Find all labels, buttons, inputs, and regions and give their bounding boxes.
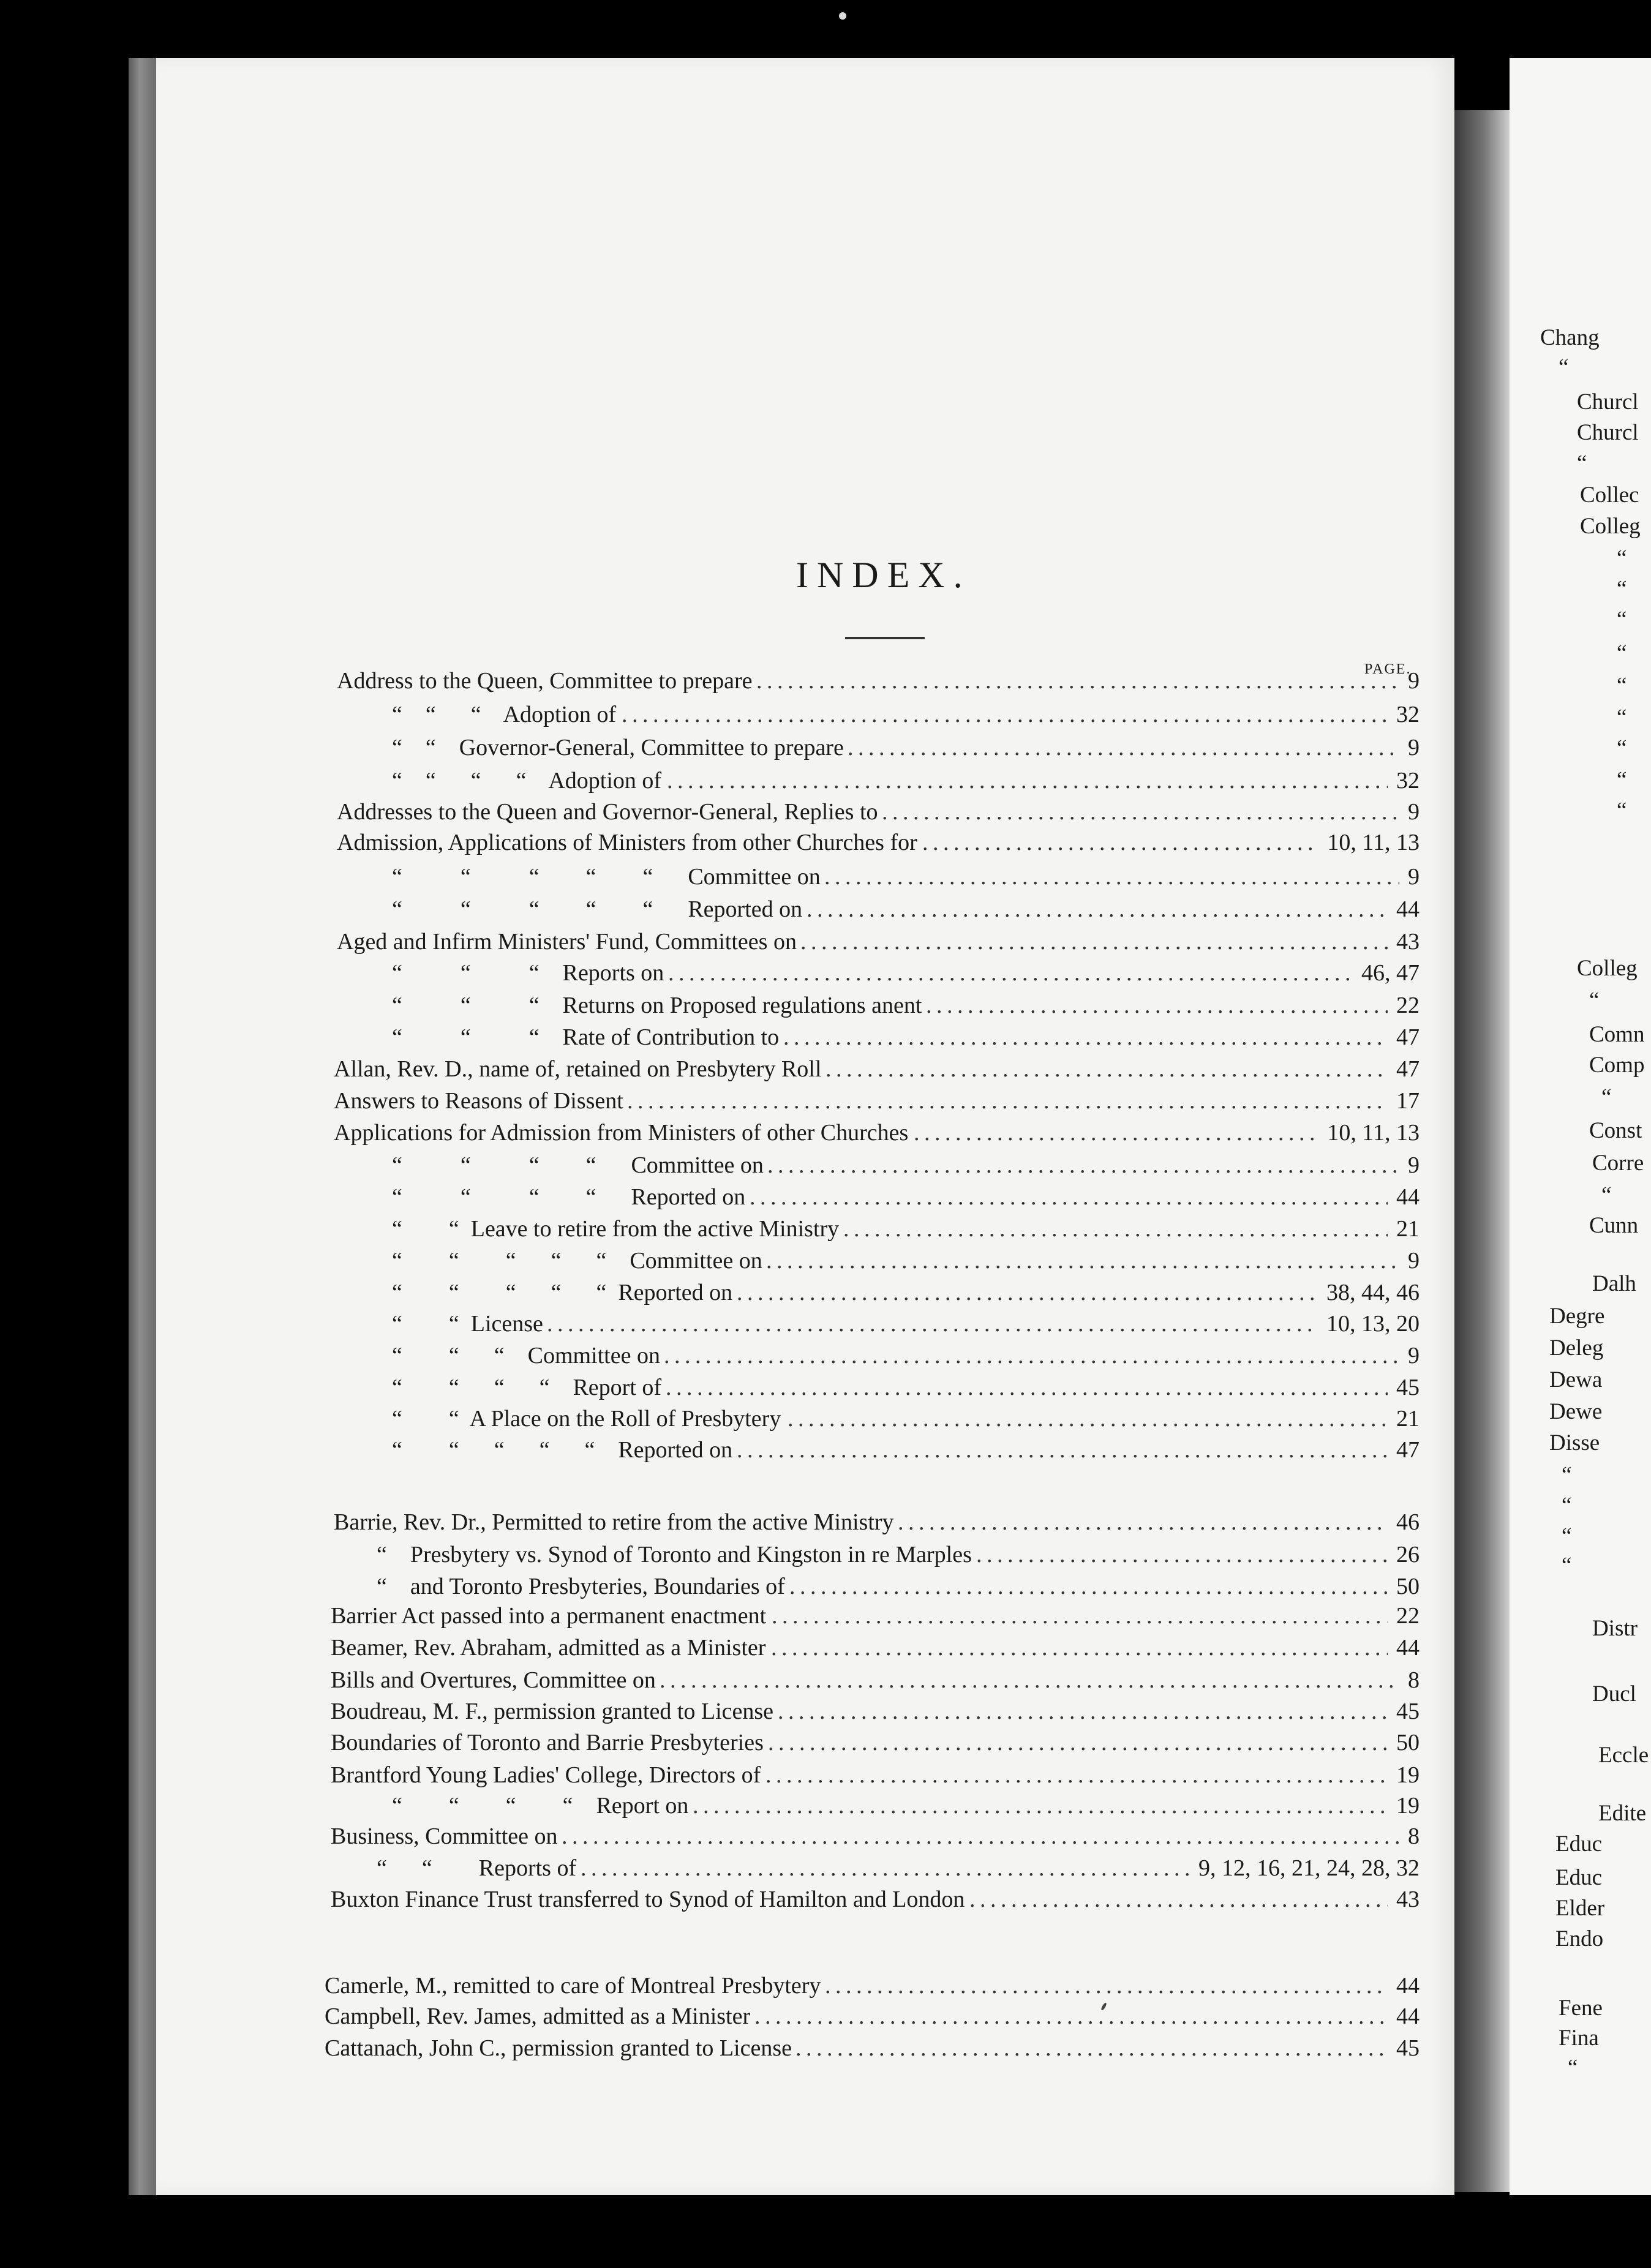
- index-entry: [331, 1633, 1420, 1662]
- dot-leader: [766, 1246, 1399, 1275]
- right-page-fragment: “: [1568, 2055, 1578, 2080]
- index-entry: [392, 1182, 1420, 1212]
- entry-page-number: 9: [1408, 864, 1420, 890]
- index-entry: [325, 2033, 1420, 2063]
- entry-heading: Barrier Act passed into a permanent enactment: [331, 1603, 767, 1629]
- dot-leader: [767, 1151, 1399, 1180]
- entry-heading: Aged and Infirm Ministers' Fund, Committees on: [337, 929, 797, 955]
- entry-heading: “ “ “ Committee on: [392, 1343, 660, 1369]
- entry-page-number: 45: [1396, 1375, 1420, 1400]
- dot-leader: [976, 1540, 1388, 1569]
- entry-heading: Applications for Admission from Ministers of other Churches: [334, 1120, 909, 1146]
- right-page-fragment: “: [1617, 607, 1627, 632]
- entry-page-number: 46: [1396, 1509, 1420, 1535]
- dot-leader: [754, 2002, 1388, 2031]
- index-entry: [392, 1278, 1420, 1307]
- right-page-fragment: “: [1562, 1493, 1572, 1518]
- dot-leader: [737, 1278, 1318, 1307]
- right-page-fragment: Dewe: [1549, 1399, 1603, 1424]
- index-entry: [334, 1508, 1420, 1537]
- right-page-fragment: “: [1617, 576, 1627, 601]
- right-page-fragment: Edite: [1598, 1801, 1647, 1826]
- entry-page-number: 10, 11, 13: [1327, 830, 1420, 855]
- index-entry: [392, 895, 1420, 924]
- entry-heading: Cattanach, John C., permission granted to License: [325, 2035, 792, 2061]
- page-title: INDEX.: [796, 555, 971, 595]
- entry-page-number: 43: [1396, 1887, 1420, 1912]
- entry-heading: “ “ “ “ Adoption of: [392, 768, 662, 794]
- entry-heading: “ “ “ Reports on: [392, 960, 664, 986]
- dot-leader: [667, 766, 1388, 795]
- entry-heading: “ “ Leave to retire from the active Ministry: [392, 1216, 840, 1242]
- entry-page-number: 9: [1408, 1343, 1420, 1369]
- book-spine: [129, 58, 156, 2195]
- right-page-fragment: “: [1617, 640, 1627, 666]
- entry-page-number: 10, 13, 20: [1326, 1311, 1420, 1337]
- entry-page-number: 9: [1408, 1152, 1420, 1178]
- right-page-fragment: “: [1617, 767, 1627, 792]
- entry-page-number: 44: [1396, 1635, 1420, 1661]
- right-page-fragment: “: [1617, 705, 1627, 730]
- title-rule: [845, 637, 925, 639]
- dot-leader: [800, 927, 1388, 956]
- index-entry: [331, 1822, 1420, 1851]
- entry-heading: “ “ “ “ Committee on: [392, 1152, 764, 1178]
- index-entry: [325, 2002, 1420, 2031]
- page-gutter: [1454, 110, 1510, 2192]
- index-entry: [331, 1885, 1420, 1914]
- entry-heading: Answers to Reasons of Dissent: [334, 1088, 623, 1114]
- entry-page-number: 45: [1396, 1699, 1420, 1724]
- entry-page-number: 38, 44, 46: [1326, 1280, 1420, 1305]
- index-entry: [392, 1214, 1420, 1244]
- entry-page-number: 8: [1408, 1823, 1420, 1849]
- dot-leader: [825, 1971, 1388, 2000]
- entry-heading: Boudreau, M. F., permission granted to License: [331, 1699, 774, 1724]
- index-entry: [392, 766, 1420, 795]
- entry-page-number: 19: [1396, 1762, 1420, 1788]
- index-entry: [377, 1540, 1420, 1569]
- entry-page-number: 47: [1396, 1024, 1420, 1050]
- dot-leader: [622, 700, 1388, 729]
- right-page-fragment: Elder: [1555, 1896, 1605, 1921]
- index-entry: [334, 1118, 1420, 1147]
- entry-heading: “ “ A Place on the Roll of Presbytery: [392, 1406, 781, 1432]
- entry-heading: Beamer, Rev. Abraham, admitted as a Minister: [331, 1635, 766, 1661]
- right-page-fragment: Dewa: [1549, 1367, 1603, 1392]
- right-page-fragment: “: [1577, 451, 1587, 476]
- right-page-fragment: “: [1601, 1182, 1612, 1207]
- index-entry: [331, 1760, 1420, 1790]
- index-entry: [325, 1971, 1420, 2000]
- right-page-fragment: Corre: [1592, 1151, 1644, 1176]
- index-entry: [392, 991, 1420, 1020]
- index-entry: [392, 862, 1420, 892]
- index-entry: [331, 1697, 1420, 1726]
- index-entry: [392, 1309, 1420, 1339]
- entry-heading: “ “ “ Adoption of: [392, 702, 617, 727]
- dot-leader: [848, 733, 1399, 762]
- index-entry: [377, 1572, 1420, 1601]
- dot-leader: [788, 1404, 1388, 1433]
- right-page-fragment: Distr: [1592, 1616, 1638, 1641]
- right-page-fragment: “: [1589, 988, 1600, 1013]
- dot-leader: [547, 1309, 1318, 1339]
- entry-page-number: 21: [1396, 1406, 1420, 1432]
- index-entry: [392, 1341, 1420, 1370]
- dot-leader: [969, 1885, 1388, 1914]
- right-page-fragment: Chang: [1540, 325, 1600, 350]
- dot-leader: [789, 1572, 1388, 1601]
- right-page-fragment: Comn: [1589, 1022, 1645, 1047]
- dot-leader: [693, 1791, 1388, 1820]
- right-page-fragment: Collec: [1580, 483, 1639, 508]
- right-page-fragment: Colleg: [1580, 514, 1641, 539]
- right-page-fragment: “: [1562, 1462, 1572, 1487]
- index-entry: [377, 1853, 1420, 1883]
- right-page-fragment: Const: [1589, 1118, 1642, 1143]
- entry-page-number: 50: [1396, 1730, 1420, 1755]
- entry-page-number: 8: [1408, 1667, 1420, 1693]
- dot-leader: [843, 1214, 1388, 1244]
- index-entry: [392, 1435, 1420, 1465]
- entry-heading: “ “ Reports of: [377, 1855, 577, 1881]
- entry-heading: “ “ “ “ Reported on: [392, 1184, 746, 1210]
- entry-heading: Barrie, Rev. Dr., Permitted to retire from the active Ministry: [334, 1509, 894, 1535]
- scan-speck: [839, 12, 846, 20]
- dot-leader: [783, 1023, 1388, 1052]
- index-entry: [337, 828, 1420, 857]
- entry-heading: Address to the Queen, Committee to prepare: [337, 668, 753, 694]
- entry-heading: Camerle, M., remitted to care of Montreal Presbytery: [325, 1973, 821, 1999]
- dot-leader: [664, 1341, 1399, 1370]
- dot-leader: [898, 1508, 1388, 1537]
- entry-page-number: 22: [1396, 1603, 1420, 1629]
- entry-page-number: 44: [1396, 896, 1420, 922]
- right-page-fragment: Cunn: [1589, 1213, 1639, 1238]
- entry-page-number: 17: [1396, 1088, 1420, 1114]
- index-entry: [392, 1151, 1420, 1180]
- entry-page-number: 44: [1396, 2003, 1420, 2029]
- right-page-fragment: Dalh: [1592, 1271, 1636, 1296]
- right-page-fragment: “: [1562, 1553, 1572, 1578]
- entry-page-number: 9: [1408, 668, 1420, 694]
- entry-heading: “ “ Governor-General, Committee to prepare: [392, 735, 844, 760]
- right-page-fragment: Degre: [1549, 1304, 1605, 1329]
- entry-heading: “ “ “ “ “ Reported on: [392, 1437, 733, 1463]
- entry-page-number: 26: [1396, 1542, 1420, 1568]
- right-page-fragment: Churcl: [1577, 389, 1639, 415]
- dot-leader: [807, 895, 1388, 924]
- entry-page-number: 10, 11, 13: [1327, 1120, 1420, 1146]
- right-page-fragment: Endo: [1555, 1926, 1604, 1951]
- entry-heading: Admission, Applications of Ministers from other Churches for: [337, 830, 917, 855]
- right-page-fragment: Educ: [1555, 1831, 1603, 1857]
- right-page-fragment: “: [1559, 355, 1569, 380]
- index-entry: [331, 1601, 1420, 1631]
- entry-page-number: 45: [1396, 2035, 1420, 2061]
- entry-page-number: 22: [1396, 993, 1420, 1018]
- index-entry: [334, 1086, 1420, 1116]
- index-entry: [392, 1246, 1420, 1275]
- entry-heading: Business, Committee on: [331, 1823, 558, 1849]
- page-column-label: PAGE.: [1364, 661, 1412, 677]
- right-page-fragment: Eccle: [1598, 1743, 1649, 1768]
- dot-leader: [778, 1697, 1388, 1726]
- entry-heading: “ and Toronto Presbyteries, Boundaries of: [377, 1574, 785, 1599]
- entry-heading: Allan, Rev. D., name of, retained on Presbytery Roll: [334, 1056, 822, 1082]
- right-page-fragment: “: [1617, 546, 1627, 571]
- entry-page-number: 9: [1408, 735, 1420, 760]
- entry-heading: “ “ “ “ Report on: [392, 1793, 689, 1819]
- entry-page-number: 47: [1396, 1056, 1420, 1082]
- dot-leader: [581, 1853, 1190, 1883]
- dot-leader: [922, 828, 1318, 857]
- entry-page-number: 19: [1396, 1793, 1420, 1819]
- index-entry: [337, 927, 1420, 956]
- right-page-fragment: Fina: [1559, 2026, 1599, 2051]
- index-entry: [392, 1023, 1420, 1052]
- entry-page-number: 32: [1396, 702, 1420, 727]
- entry-heading: Buxton Finance Trust transferred to Synod of Hamilton and London: [331, 1887, 965, 1912]
- entry-heading: “ Presbytery vs. Synod of Toronto and Kingston in re Marples: [377, 1542, 972, 1568]
- dot-leader: [765, 1760, 1388, 1790]
- dot-leader: [660, 1665, 1399, 1695]
- index-entry: [392, 1404, 1420, 1433]
- index-entry: [392, 733, 1420, 762]
- dot-leader: [627, 1086, 1388, 1116]
- dot-leader: [772, 1601, 1388, 1631]
- right-page-fragment: “: [1601, 1084, 1612, 1110]
- entry-heading: “ “ “ “ Report of: [392, 1375, 662, 1400]
- index-entry: [337, 797, 1420, 827]
- right-page: [1510, 58, 1651, 2195]
- entry-page-number: 43: [1396, 929, 1420, 955]
- entry-page-number: 47: [1396, 1437, 1420, 1463]
- dot-leader: [826, 1054, 1388, 1084]
- right-page-fragment: Educ: [1555, 1865, 1603, 1890]
- dot-leader: [795, 2033, 1388, 2063]
- entry-heading: Addresses to the Queen and Governor-General, Replies to: [337, 799, 878, 825]
- entry-page-number: 50: [1396, 1574, 1420, 1599]
- right-page-fragment: Ducl: [1592, 1681, 1636, 1707]
- right-page-fragment: Disse: [1549, 1430, 1600, 1455]
- dot-leader: [756, 666, 1399, 696]
- right-page-fragment: Fene: [1559, 1996, 1603, 2021]
- entry-heading: Bills and Overtures, Committee on: [331, 1667, 656, 1693]
- entry-heading: Boundaries of Toronto and Barrie Presbyteries: [331, 1730, 764, 1755]
- index-entry: [392, 700, 1420, 729]
- index-entry: [337, 666, 1420, 696]
- dot-leader: [768, 1728, 1388, 1757]
- entry-heading: “ “ “ Rate of Contribution to: [392, 1024, 780, 1050]
- right-page-fragment: Comp: [1589, 1053, 1645, 1078]
- entry-heading: “ “ “ “ “ Reported on: [392, 1280, 733, 1305]
- index-entry: [392, 1791, 1420, 1820]
- right-page-fragment: Deleg: [1549, 1335, 1604, 1361]
- right-page-fragment: Churcl: [1577, 420, 1639, 445]
- index-entry: [334, 1054, 1420, 1084]
- entry-page-number: 9, 12, 16, 21, 24, 28, 32: [1198, 1855, 1420, 1881]
- entry-heading: “ “ “ “ “ Reported on: [392, 896, 803, 922]
- dot-leader: [668, 958, 1353, 988]
- entry-page-number: 44: [1396, 1973, 1420, 1999]
- entry-heading: “ “ “ Returns on Proposed regulations anent: [392, 993, 922, 1018]
- entry-heading: Brantford Young Ladies' College, Directors of: [331, 1762, 761, 1788]
- entry-page-number: 32: [1396, 768, 1420, 794]
- right-page-fragment: “: [1617, 798, 1627, 823]
- entry-heading: Campbell, Rev. James, admitted as a Minister: [325, 2003, 751, 2029]
- entry-heading: “ “ “ “ “ Committee on: [392, 1248, 762, 1274]
- right-page-fragment: “: [1617, 673, 1627, 698]
- right-page-fragment: Colleg: [1577, 956, 1638, 981]
- dot-leader: [562, 1822, 1399, 1851]
- index-entry: [392, 958, 1420, 988]
- dot-leader: [926, 991, 1388, 1020]
- right-page-fragment: “: [1562, 1523, 1572, 1549]
- dot-leader: [914, 1118, 1318, 1147]
- index-entry: [392, 1373, 1420, 1402]
- entry-page-number: 9: [1408, 1248, 1420, 1274]
- index-entry: [331, 1665, 1420, 1695]
- dot-leader: [771, 1633, 1388, 1662]
- dot-leader: [824, 862, 1399, 892]
- entry-heading: “ “ License: [392, 1311, 543, 1337]
- dot-leader: [666, 1373, 1388, 1402]
- entry-page-number: 21: [1396, 1216, 1420, 1242]
- entry-page-number: 46, 47: [1361, 960, 1420, 986]
- entry-page-number: 9: [1408, 799, 1420, 825]
- index-entry: [331, 1728, 1420, 1757]
- entry-heading: “ “ “ “ “ Committee on: [392, 864, 821, 890]
- entry-page-number: 44: [1396, 1184, 1420, 1210]
- dot-leader: [737, 1435, 1388, 1465]
- dot-leader: [882, 797, 1399, 827]
- dot-leader: [750, 1182, 1388, 1212]
- right-page-fragment: “: [1617, 735, 1627, 760]
